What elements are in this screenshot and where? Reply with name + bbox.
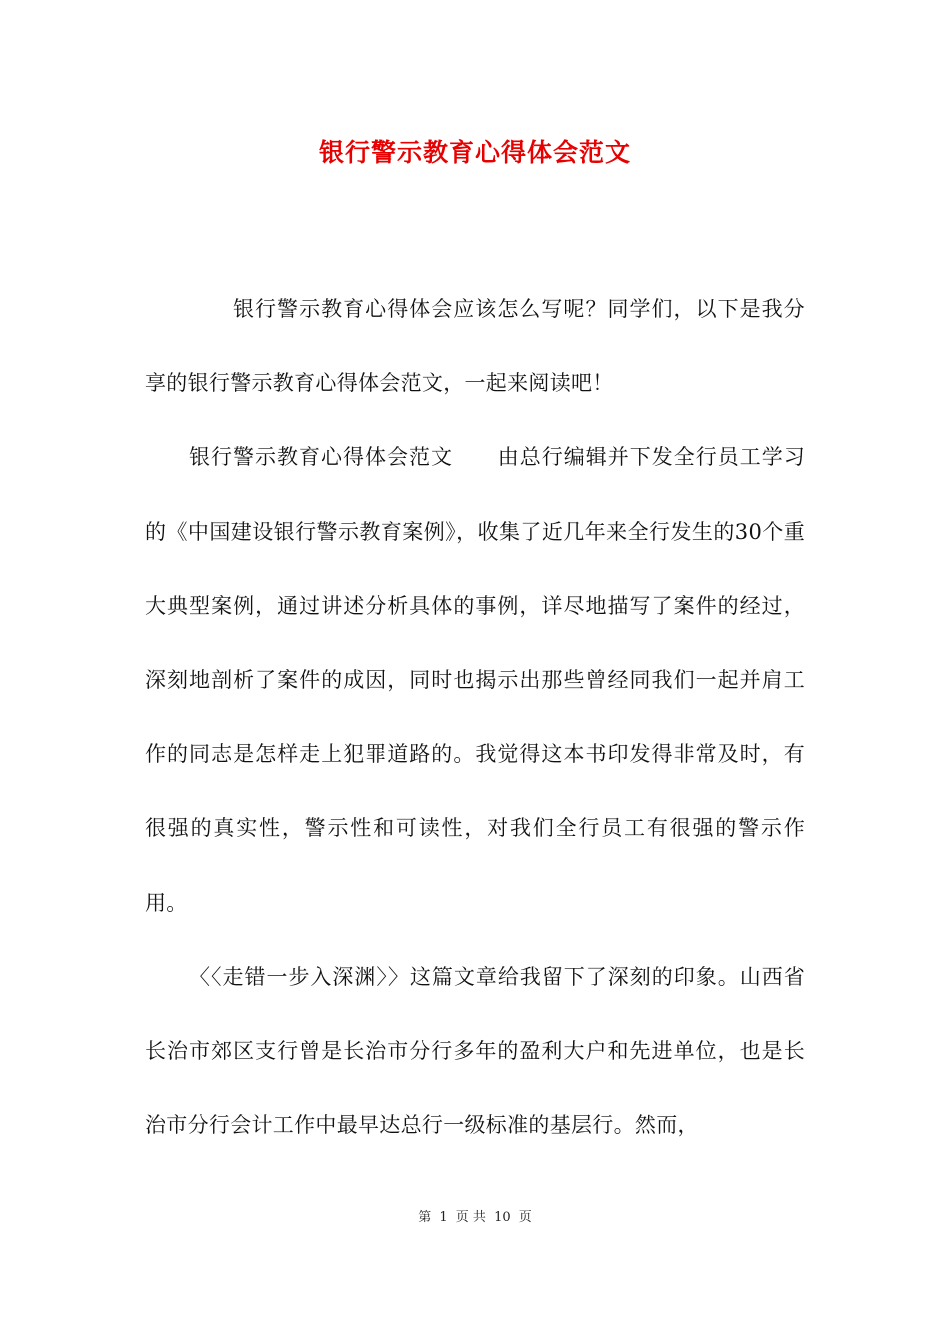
page-footer	[0, 1206, 950, 1230]
footer-total-pages: 10	[494, 1210, 511, 1225]
paragraph-case: 〈〈走错一步入深渊〉〉这篇文章给我留下了深刻的印象。山西省长治市郊区支行曾是长治市分行多年的盈利大户和先进单位，也是长治市分行会计工作中最早达总行一级标准的基层行。然而，	[145, 964, 805, 1138]
document-body	[145, 272, 805, 1162]
footer-suffix: 页	[518, 1210, 532, 1225]
paragraph-review-text: 由总行编辑并下发全行员工学习的《中国建设银行警示教育案例》，收集了近几年来全行发生的30个重大典型案例，通过讲述分析具体的事例，详尽地描写了案件的经过，深刻地剖析了案件的成因，同时也揭示出那些曾经同我们一起并肩工作的同志是怎样走上犯罪道路的。我觉得这本书印发得非常及时，有很强的真实性，警示性和可读性，对我们全行员工有很强的警示作用。	[145, 445, 805, 915]
paragraph-intro: 银行警示教育心得体会应该怎么写呢？同学们，以下是我分享的银行警示教育心得体会范文，一起来阅读吧！	[145, 297, 805, 396]
paragraph-review	[145, 420, 805, 939]
footer-mid: 页 共	[455, 1210, 486, 1225]
document-title: 银行警示教育心得体会范文	[318, 138, 631, 167]
paragraph-heading: 银行警示教育心得体会范文	[189, 445, 453, 470]
footer-current-page: 1	[439, 1210, 448, 1225]
footer-prefix: 第	[418, 1210, 432, 1225]
